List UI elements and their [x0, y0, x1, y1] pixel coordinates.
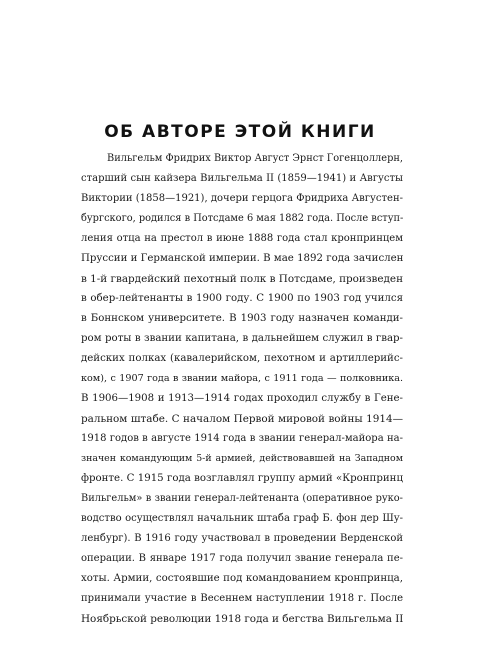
text-line: в Боннском университете. В 1903 году назначен команди- [81, 313, 403, 324]
text-line: ленбург). В 1916 году участвовал в проведении Верденской [81, 533, 403, 544]
text-line: Виктории (1858—1921), дочери герцога Фридриха Августен- [81, 193, 403, 204]
text-line: операции. В январе 1917 года получил звание генерала пе- [81, 553, 403, 564]
text-line: фронте. С 1915 года возглавлял группу армий «Кронпринц [81, 473, 403, 484]
text-line: В 1906—1908 и 1913—1914 годах проходил службу в Гене- [81, 393, 403, 404]
text-line: дейских полках (кавалерийском, пехотном и артиллерийс- [81, 353, 403, 364]
text-line: ления отца на престол в июне 1888 года стал кронпринцем [81, 233, 403, 244]
text-line: в 1-й гвардейский пехотный полк в Потсдаме, произведен [81, 273, 403, 285]
text-line: принимали участие в Весеннем наступлении 1918 г. После [81, 593, 403, 604]
text-line: водство осуществлял начальник штаба граф Б. фон дер Шу- [81, 513, 403, 524]
text-line: значен командующим 5-й армией, действовавшей на Западном [81, 453, 403, 464]
text-line: Вильгельм» в звании генерал-лейтенанта (оперативное руко- [81, 493, 403, 504]
text-line: Ноябрьской революции 1918 года и бегства Вильгельма II [81, 613, 404, 625]
section-title: ОБ АВТОРЕ ЭТОЙ КНИГИ [104, 122, 376, 142]
text-line: хоты. Армии, состоявшие под командованием кронпринца, [81, 573, 403, 584]
text-line: Пруссии и Германской империи. В мае 1892 года зачислен [81, 253, 404, 264]
text-line: Вильгельм Фридрих Виктор Август Эрнст Гогенцоллерн, [107, 153, 403, 164]
text-line: ром роты в звании капитана, в дальнейшем служил в гвар- [81, 333, 403, 344]
text-line: бургского, родился в Потсдаме 6 мая 1882 года. После вступ- [81, 213, 404, 224]
text-line: в обер-лейтенанты в 1900 году. С 1900 по 1903 год учился [81, 293, 403, 304]
text-line: ком), с 1907 года в звании майора, с 1911 года — полковника. [81, 373, 403, 384]
text-line: ральном штабе. С началом Первой мировой войны 1914— [81, 413, 403, 425]
text-line: старший сын кайзера Вильгельма II (1859—1941) и Августы [81, 173, 403, 184]
text-line: 1918 годов в августе 1914 года в звании генерал-майора на- [81, 433, 403, 444]
